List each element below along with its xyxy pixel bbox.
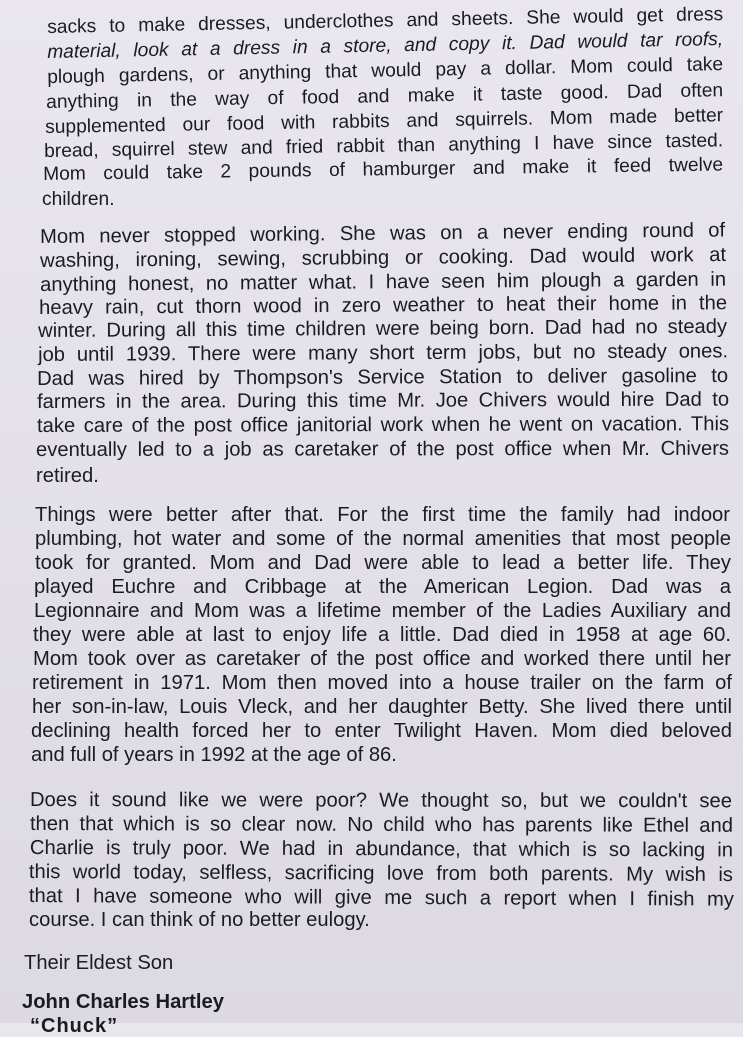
text-line: eventually led to a job as caretaker of the post office when Mr. Chivers (36, 437, 730, 461)
closing-line: Their Eldest Son (24, 952, 174, 974)
text-line: bread, squirrel stew and fried rabbit than anything I have since tasted. (44, 130, 724, 162)
text-line: retirement in 1971. Mom then moved into a house trailer on the farm of (32, 672, 732, 694)
text-line: anything honest, no matter what. I have seen him plough a garden in (40, 268, 727, 296)
text-line: Things were better after that. For the first time the family had indoor (35, 504, 730, 526)
text-line: and full of years in 1992 at the age of 86. (31, 744, 397, 766)
text-line: Mom took over as caretaker of the post office and worked there until her (33, 648, 731, 670)
text-line: anything in the way of food and make it taste good. Dad often (46, 80, 724, 113)
text-line: Charlie is truly poor. We had in abundance, that which is so lacking in (29, 837, 733, 862)
text-line: Mom never stopped working. She was on a never ending round of (40, 219, 726, 248)
text-line: Does it sound like we were poor? We thought so, but we couldn't see (29, 789, 732, 813)
signature-name: John Charles Hartley (22, 991, 224, 1013)
cutoff-nickname (30, 1015, 119, 1037)
text-line: children. (42, 189, 115, 210)
text-line: washing, ironing, sewing, scrubbing or cooking. Dad would work at (40, 244, 727, 272)
text-line: they were able at last to enjoy life a little. Dad died in 1958 at age 60. (33, 624, 731, 646)
text-line: this world today, selfless, sacrificing love from both parents. My wish is (28, 861, 733, 887)
text-line: sacks to make dresses, underclothes and sheets. She would get dress (47, 4, 724, 38)
text-line: plumbing, hot water and some of the normal amenities that most people (35, 528, 731, 550)
text-line: Dad was hired by Thompson's Service Station to deliver gasoline to (37, 364, 729, 390)
text-line: retired. (36, 465, 99, 487)
text-line: winter. During all this time children were being born. Dad had no steady (38, 315, 728, 342)
text-line: take care of the post office janitorial work when he went on vacation. This (37, 413, 730, 437)
text-line: Mom could take 2 pounds of hamburger and make it feed twelve (43, 154, 724, 185)
text-line: job until 1939. There were many short term jobs, but no steady ones. (38, 340, 729, 366)
text-line: course. I can think of no better eulogy. (29, 909, 370, 931)
text-line: material, look at a dress in a store, and copy it. Dad would tar roofs, (47, 29, 724, 63)
text-line: supplemented our food with rabbits and squirrels. Mom made better (45, 105, 724, 138)
text-line: took for granted. Mom and Dad were able to lead a better life. They (35, 552, 731, 574)
text-line: then that which is so clear now. No child who has parents like Ethel and (29, 813, 733, 837)
text-line: her son-in-law, Louis Vleck, and her daughter Betty. She lived there until (32, 696, 732, 718)
text-line: farmers in the area. During this time Mr. Joe Chivers would hire Dad to (37, 388, 730, 413)
text-line: that I have someone who will give me such a report when I finish my (28, 885, 734, 911)
text-line: Legionnaire and Mom was a lifetime member of the Ladies Auxiliary and (34, 600, 731, 622)
text-line: heavy rain, cut thorn wood in zero weather to heat their home in the (39, 292, 728, 319)
cutoff-nickname-text: “Chuck” (30, 1015, 119, 1037)
text-line: declining health forced her to enter Twilight Haven. Mom died beloved (31, 720, 732, 742)
text-line: plough gardens, or anything that would pay a dollar. Mom could take (47, 54, 724, 88)
text-line: played Euchre and Cribbage at the American Legion. Dad was a (34, 576, 731, 598)
